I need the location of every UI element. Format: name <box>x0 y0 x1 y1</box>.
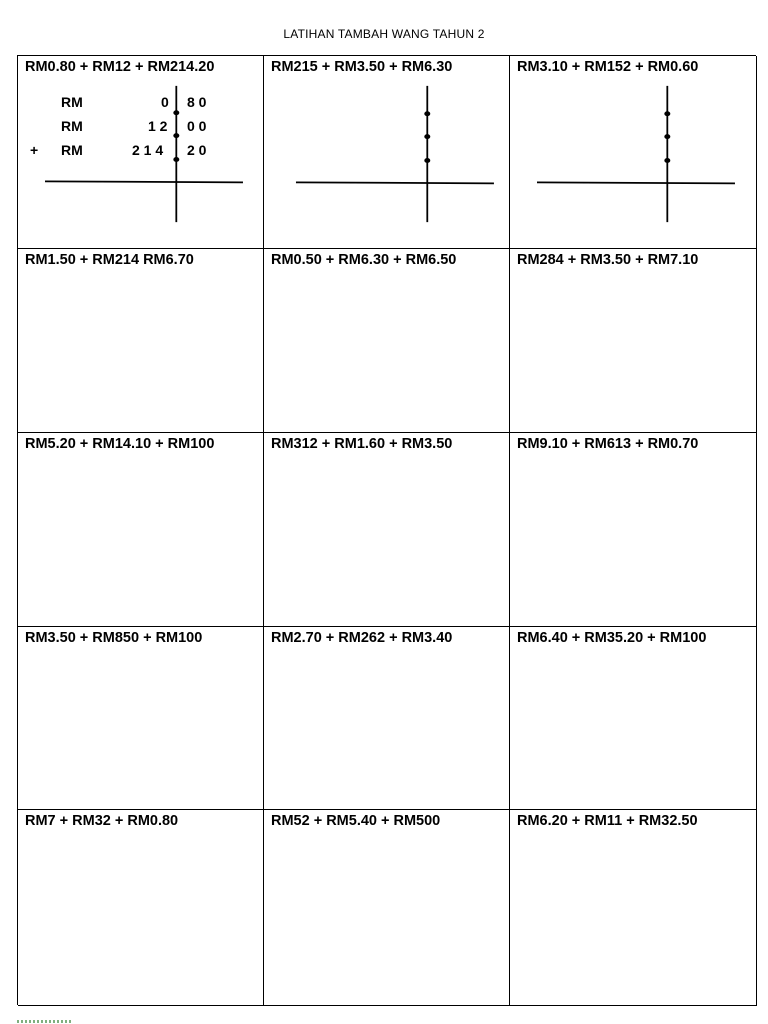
exercise-cell-13 <box>18 810 264 1006</box>
question-1: RM0.80 + RM12 + RM214.20 <box>25 59 215 75</box>
example-row-1-unit: RM <box>61 94 83 110</box>
example-row-3-unit: RM <box>61 142 83 158</box>
decimal-point-2 <box>664 134 670 139</box>
decimal-point-2 <box>173 133 179 138</box>
question-13: RM7 + RM32 + RM0.80 <box>25 813 179 829</box>
question-10: RM3.50 + RM850 + RM100 <box>25 630 203 646</box>
decimal-point-1 <box>424 111 430 116</box>
place-value-frame <box>510 56 756 248</box>
example-row-3-sen: 2 0 <box>187 142 207 158</box>
example-row-2-unit: RM <box>61 118 83 134</box>
question-5: RM0.50 + RM6.30 + RM6.50 <box>271 252 457 268</box>
exercise-cell-11 <box>264 627 510 810</box>
decimal-point-3 <box>173 157 179 162</box>
exercise-cell-2 <box>264 56 510 249</box>
question-7: RM5.20 + RM14.10 + RM100 <box>25 436 215 452</box>
worksheet-title: LATIHAN TAMBAH WANG TAHUN 2 <box>283 27 485 41</box>
exercise-cell-6 <box>510 249 757 433</box>
example-plus-sign: + <box>30 142 39 158</box>
exercise-cell-4 <box>18 249 264 433</box>
exercise-cell-5 <box>264 249 510 433</box>
exercise-cell-9 <box>510 433 757 627</box>
decimal-point-3 <box>424 158 430 163</box>
decimal-point-3 <box>664 158 670 163</box>
decimal-point-1 <box>173 110 179 115</box>
example-row-1-ringgit: 0 <box>161 94 169 110</box>
exercise-cell-7 <box>18 433 264 627</box>
exercise-cell-8 <box>264 433 510 627</box>
exercise-cell-10 <box>18 627 264 810</box>
question-9: RM9.10 + RM613 + RM0.70 <box>517 436 699 452</box>
decimal-point-2 <box>424 134 430 139</box>
question-11: RM2.70 + RM262 + RM3.40 <box>271 630 453 646</box>
example-row-2-sen: 0 0 <box>187 118 207 134</box>
example-row-1-sen: 8 0 <box>187 94 207 110</box>
question-2: RM215 + RM3.50 + RM6.30 <box>271 59 453 75</box>
exercise-grid <box>17 55 756 1005</box>
exercise-cell-1 <box>18 56 264 249</box>
exercise-cell-3 <box>510 56 757 249</box>
example-row-2-ringgit: 1 2 <box>148 118 168 134</box>
exercise-cell-15 <box>510 810 757 1006</box>
exercise-cell-14 <box>264 810 510 1006</box>
place-value-frame <box>264 56 509 248</box>
question-12: RM6.40 + RM35.20 + RM100 <box>517 630 707 646</box>
exercise-cell-12 <box>510 627 757 810</box>
question-6: RM284 + RM3.50 + RM7.10 <box>517 252 699 268</box>
question-8: RM312 + RM1.60 + RM3.50 <box>271 436 453 452</box>
example-row-3-ringgit: 2 1 4 <box>132 142 164 158</box>
question-14: RM52 + RM5.40 + RM500 <box>271 813 441 829</box>
decimal-point-1 <box>664 111 670 116</box>
question-4: RM1.50 + RM214 RM6.70 <box>25 252 194 268</box>
question-3: RM3.10 + RM152 + RM0.60 <box>517 59 699 75</box>
question-15: RM6.20 + RM11 + RM32.50 <box>517 813 698 829</box>
footer-watermark <box>17 1020 72 1023</box>
